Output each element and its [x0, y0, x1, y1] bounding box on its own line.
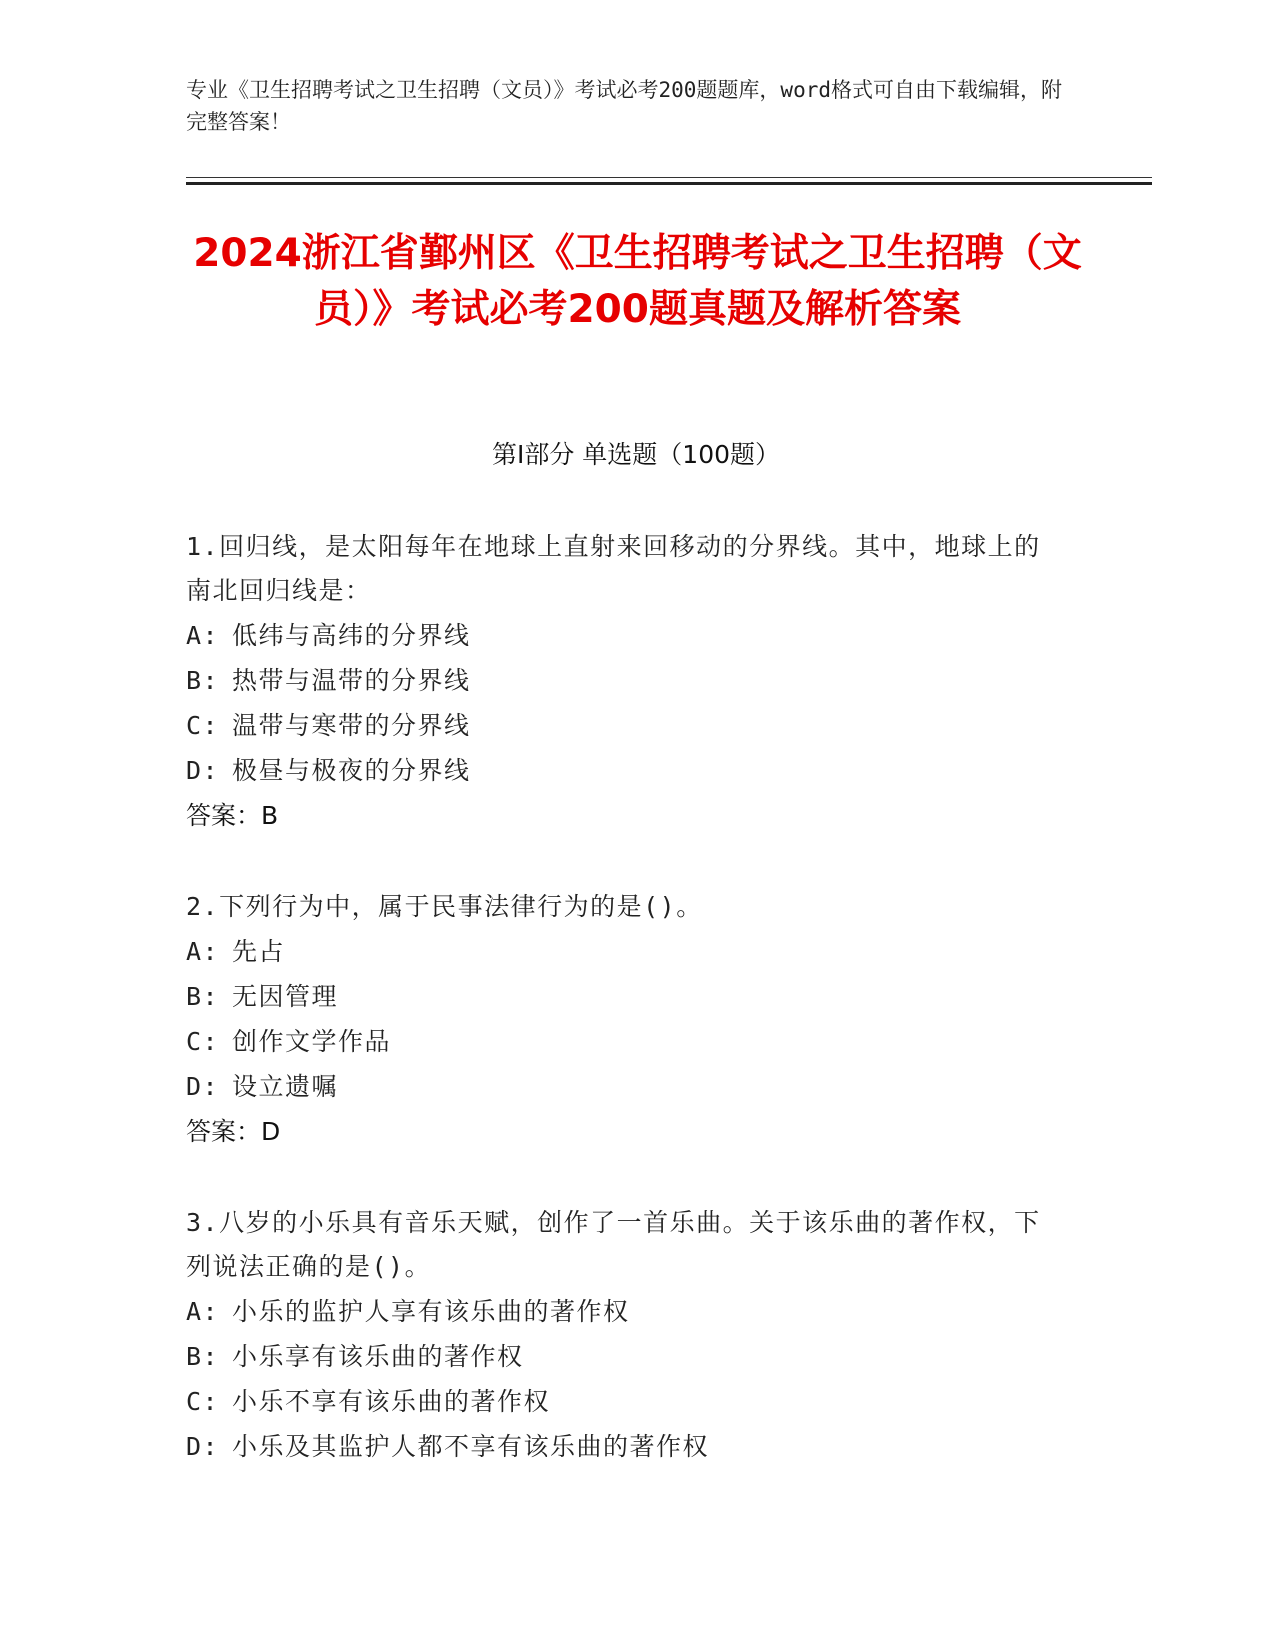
option-text: 极昼与极夜的分界线 [232, 756, 471, 785]
option-b [186, 974, 1066, 1019]
option-letter: A: [186, 621, 220, 650]
option-letter: A: [186, 1297, 220, 1326]
option-d [186, 1064, 1066, 1109]
option-b [186, 658, 1066, 703]
option-text: 小乐享有该乐曲的著作权 [232, 1342, 524, 1371]
question-stem: 2.下列行为中，属于民事法律行为的是()。 [186, 892, 703, 921]
answer: 答案：B [186, 801, 279, 830]
question-3 [186, 1201, 1066, 1469]
answer: 答案：D [186, 1117, 281, 1146]
section-title: 第I部分 单选题（100题） [491, 440, 781, 469]
option-text: 热带与温带的分界线 [232, 666, 471, 695]
option-letter: D: [186, 756, 220, 785]
question-2 [186, 885, 1066, 1155]
option-letter: C: [186, 1027, 220, 1056]
option-a [186, 1289, 1066, 1334]
option-letter: B: [186, 982, 220, 1011]
option-c [186, 703, 1066, 748]
question-stem: 1.回归线，是太阳每年在地球上直射来回移动的分界线。其中，地球上的南北回归线是： [186, 532, 1041, 605]
option-a [186, 613, 1066, 658]
document-title: 2024浙江省鄞州区《卫生招聘考试之卫生招聘（文员）》考试必考200题真题及解析答案 [193, 231, 1082, 332]
option-text: 设立遗嘱 [232, 1072, 339, 1101]
option-d [186, 748, 1066, 793]
option-text: 小乐及其监护人都不享有该乐曲的著作权 [232, 1432, 710, 1461]
option-c [186, 1379, 1066, 1424]
option-text: 小乐的监护人享有该乐曲的著作权 [232, 1297, 630, 1326]
option-a [186, 929, 1066, 974]
option-text: 无因管理 [232, 982, 339, 1011]
header-divider-thin [186, 177, 1152, 178]
option-letter: B: [186, 1342, 220, 1371]
question-list [186, 525, 1066, 1515]
question-stem: 3.八岁的小乐具有音乐天赋，创作了一首乐曲。关于该乐曲的著作权，下列说法正确的是()。 [186, 1208, 1041, 1281]
option-letter: B: [186, 666, 220, 695]
option-text: 创作文学作品 [232, 1027, 392, 1056]
option-letter: D: [186, 1432, 220, 1461]
option-text: 温带与寒带的分界线 [232, 711, 471, 740]
option-letter: C: [186, 711, 220, 740]
option-letter: A: [186, 937, 220, 966]
option-letter: D: [186, 1072, 220, 1101]
header-divider-thick [186, 182, 1152, 185]
question-1 [186, 525, 1066, 839]
option-d [186, 1424, 1066, 1469]
option-text: 先占 [232, 937, 286, 966]
option-b [186, 1334, 1066, 1379]
header-note: 专业《卫生招聘考试之卫生招聘（文员）》考试必考200题题库，word格式可自由下载编辑，附完整答案！ [186, 78, 1062, 134]
option-letter: C: [186, 1387, 220, 1416]
option-c [186, 1019, 1066, 1064]
option-text: 小乐不享有该乐曲的著作权 [232, 1387, 551, 1416]
option-text: 低纬与高纬的分界线 [232, 621, 471, 650]
